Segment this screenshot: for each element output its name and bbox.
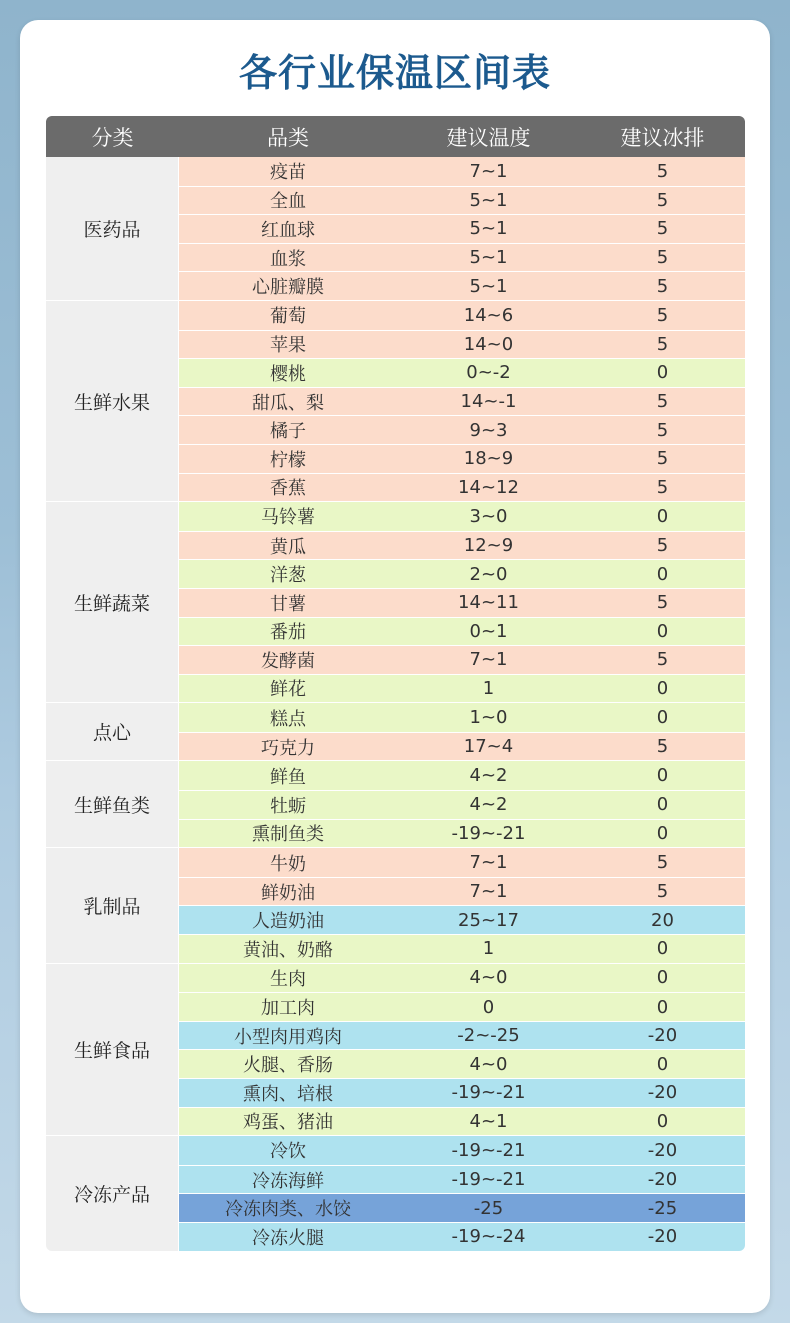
table-row (179, 761, 745, 790)
temperature-cell: 0~1 (469, 620, 508, 642)
ice-pack-cell: 0 (656, 677, 669, 699)
item-cell: 熏制鱼类 (252, 824, 324, 846)
table-row (179, 301, 745, 330)
temperature-cell: 14~6 (463, 304, 514, 326)
table-row (179, 271, 745, 300)
category-group (46, 964, 745, 1137)
item-cell: 洋葱 (270, 565, 306, 587)
item-cell: 小型肉用鸡肉 (234, 1026, 342, 1048)
ice-pack-cell: 0 (656, 620, 669, 642)
temperature-cell: -2~-25 (457, 1025, 520, 1047)
ice-pack-cell: -25 (647, 1197, 678, 1219)
item-cell: 冷饮 (270, 1141, 306, 1163)
ice-pack-cell: 5 (656, 419, 669, 441)
item-cell: 鸡蛋、猪油 (243, 1112, 333, 1134)
table-row (179, 588, 745, 617)
temperature-cell: -19~-21 (451, 1139, 526, 1161)
category-cell: 生鲜蔬菜 (46, 502, 179, 702)
item-cell: 熏肉、培根 (243, 1083, 333, 1105)
item-cell: 鲜花 (270, 679, 306, 701)
item-cell: 红血球 (261, 219, 315, 241)
table-row (179, 964, 745, 993)
table-row (179, 1049, 745, 1078)
ice-pack-cell: 5 (656, 275, 669, 297)
ice-pack-cell: -20 (647, 1082, 678, 1104)
category-cell: 生鲜鱼类 (46, 761, 179, 847)
category-group (46, 1136, 745, 1250)
ice-pack-cell: 5 (656, 476, 669, 498)
item-cell: 香蕉 (270, 478, 306, 500)
table-row (179, 732, 745, 761)
table-row (179, 1222, 745, 1251)
temperature-cell: -19~-21 (451, 822, 526, 844)
item-cell: 冷冻火腿 (252, 1227, 324, 1249)
item-cell: 苹果 (270, 335, 306, 357)
table-row (179, 531, 745, 560)
temperature-cell: 5~1 (469, 275, 508, 297)
item-cell: 糕点 (270, 708, 306, 730)
temperature-cell: 14~0 (463, 333, 514, 355)
table-row (179, 387, 745, 416)
ice-pack-cell: 0 (656, 1053, 669, 1075)
ice-pack-cell: -20 (647, 1169, 678, 1191)
item-cell: 全血 (270, 191, 306, 213)
temperature-cell: 5~1 (469, 218, 508, 240)
table-row (179, 1078, 745, 1107)
ice-pack-cell: 5 (656, 218, 669, 240)
header-ice-pack: 建议冰排 (620, 125, 705, 150)
ice-pack-cell: 5 (656, 535, 669, 557)
temperature-cell: 1~0 (469, 707, 508, 729)
temperature-cell: 9~3 (469, 419, 508, 441)
item-cell: 发酵菌 (261, 650, 315, 672)
category-rows (179, 157, 745, 300)
category-group (46, 761, 745, 848)
table-row (179, 645, 745, 674)
ice-pack-cell: 5 (656, 160, 669, 182)
item-cell: 黄油、奶酪 (243, 939, 333, 961)
category-group (46, 301, 745, 502)
table-body (46, 157, 745, 1251)
category-rows (179, 964, 745, 1136)
item-cell: 葡萄 (270, 306, 306, 328)
item-cell: 牛奶 (270, 853, 306, 875)
ice-pack-cell: -20 (647, 1025, 678, 1047)
category-cell: 点心 (46, 703, 179, 760)
ice-pack-cell: 0 (656, 505, 669, 527)
temperature-cell: 0~-2 (466, 362, 511, 384)
category-rows (179, 1136, 745, 1250)
ice-pack-cell: 5 (656, 333, 669, 355)
ice-pack-cell: 0 (656, 563, 669, 585)
ice-pack-cell: 0 (656, 996, 669, 1018)
table-row (179, 243, 745, 272)
item-cell: 鲜鱼 (270, 766, 306, 788)
header-temperature: 建议温度 (446, 125, 531, 150)
item-cell: 疫苗 (270, 162, 306, 184)
item-cell: 橘子 (270, 421, 306, 443)
item-cell: 甘薯 (270, 593, 306, 615)
ice-pack-cell: 5 (656, 448, 669, 470)
ice-pack-cell: 0 (656, 362, 669, 384)
table-header (46, 116, 745, 157)
table-row (179, 1021, 745, 1050)
item-cell: 甜瓜、梨 (252, 392, 324, 414)
temperature-cell: 2~0 (469, 563, 508, 585)
table-row (179, 674, 745, 703)
temperature-cell: 14~-1 (460, 391, 517, 413)
temperature-cell: 1 (482, 677, 495, 699)
ice-pack-cell: 5 (656, 592, 669, 614)
item-cell: 鲜奶油 (261, 882, 315, 904)
table-row (179, 502, 745, 531)
temperature-cell: -19~-24 (451, 1226, 526, 1248)
category-cell: 冷冻产品 (46, 1136, 179, 1250)
ice-pack-cell: 0 (656, 822, 669, 844)
table-row (179, 157, 745, 186)
category-group (46, 502, 745, 703)
category-group (46, 848, 745, 963)
table-row (179, 214, 745, 243)
category-rows (179, 848, 745, 962)
category-cell: 医药品 (46, 157, 179, 300)
temperature-cell: 17~4 (463, 736, 514, 758)
item-cell: 牡蛎 (270, 795, 306, 817)
ice-pack-cell: 0 (656, 794, 669, 816)
temperature-cell: 14~11 (458, 592, 519, 614)
item-cell: 冷冻海鲜 (252, 1170, 324, 1192)
temperature-cell: 7~1 (469, 649, 508, 671)
temperature-cell: 4~0 (469, 1053, 508, 1075)
ice-pack-cell: -20 (647, 1139, 678, 1161)
item-cell: 马铃薯 (261, 507, 315, 529)
table-row (179, 934, 745, 963)
table-row (179, 790, 745, 819)
temperature-cell: 1 (482, 938, 495, 960)
table-row (179, 848, 745, 877)
item-cell: 番茄 (270, 622, 306, 644)
table-row (179, 559, 745, 588)
ice-pack-cell: 5 (656, 247, 669, 269)
category-cell: 乳制品 (46, 848, 179, 962)
temperature-cell: 4~1 (469, 1110, 508, 1132)
item-cell: 心脏瓣膜 (252, 277, 324, 299)
table-row (179, 415, 745, 444)
temperature-cell: 4~0 (469, 967, 508, 989)
table-row (179, 444, 745, 473)
table-row (179, 358, 745, 387)
category-rows (179, 301, 745, 501)
ice-pack-cell: 5 (656, 304, 669, 326)
ice-pack-cell: 5 (656, 649, 669, 671)
temperature-cell: 14~12 (458, 476, 519, 498)
table-row (179, 1136, 745, 1165)
ice-pack-cell: 0 (656, 1110, 669, 1132)
category-rows (179, 761, 745, 847)
ice-pack-cell: 0 (656, 938, 669, 960)
category-rows (179, 502, 745, 702)
table-row (179, 703, 745, 732)
table-row (179, 330, 745, 359)
temperature-cell: 18~9 (463, 448, 514, 470)
table-row (179, 617, 745, 646)
temperature-cell: 5~1 (469, 189, 508, 211)
page-title: 各行业保温区间表 (238, 51, 551, 95)
temperature-cell: 0 (482, 996, 495, 1018)
item-cell: 柠檬 (270, 449, 306, 471)
table-row (179, 877, 745, 906)
ice-pack-cell: 5 (656, 391, 669, 413)
item-cell: 火腿、香肠 (243, 1055, 333, 1077)
temperature-cell: 4~2 (469, 794, 508, 816)
category-rows (179, 703, 745, 760)
temperature-cell: 4~2 (469, 765, 508, 787)
item-cell: 冷冻肉类、水饺 (225, 1199, 351, 1221)
header-item: 品类 (267, 125, 309, 150)
item-cell: 樱桃 (270, 363, 306, 385)
ice-pack-cell: 0 (656, 967, 669, 989)
temperature-cell: 5~1 (469, 247, 508, 269)
table-row (179, 473, 745, 502)
ice-pack-cell: 0 (656, 707, 669, 729)
ice-pack-cell: -20 (647, 1226, 678, 1248)
content-card (20, 20, 770, 1313)
table-row (179, 819, 745, 848)
temperature-cell: 7~1 (469, 881, 508, 903)
table-row (179, 905, 745, 934)
ice-pack-cell: 20 (651, 909, 674, 931)
table-row (179, 992, 745, 1021)
item-cell: 黄瓜 (270, 536, 306, 558)
table-row (179, 1165, 745, 1194)
item-cell: 加工肉 (261, 998, 315, 1020)
ice-pack-cell: 5 (656, 736, 669, 758)
temperature-cell: -19~-21 (451, 1082, 526, 1104)
category-group (46, 703, 745, 761)
table-row (179, 186, 745, 215)
table-row (179, 1193, 745, 1222)
ice-pack-cell: 5 (656, 852, 669, 874)
item-cell: 人造奶油 (252, 911, 324, 933)
item-cell: 生肉 (270, 968, 306, 990)
item-cell: 血浆 (270, 248, 306, 270)
table-row (179, 1107, 745, 1136)
temperature-cell: 3~0 (469, 505, 508, 527)
category-group (46, 157, 745, 301)
item-cell: 巧克力 (261, 737, 315, 759)
temperature-cell: -19~-21 (451, 1169, 526, 1191)
category-cell: 生鲜水果 (46, 301, 179, 501)
ice-pack-cell: 5 (656, 189, 669, 211)
temperature-cell: 25~17 (458, 909, 519, 931)
storage-temperature-table (46, 116, 745, 1251)
temperature-cell: -25 (473, 1197, 504, 1219)
ice-pack-cell: 5 (656, 881, 669, 903)
header-category: 分类 (91, 125, 134, 150)
temperature-cell: 7~1 (469, 852, 508, 874)
temperature-cell: 7~1 (469, 160, 508, 182)
category-cell: 生鲜食品 (46, 964, 179, 1136)
ice-pack-cell: 0 (656, 765, 669, 787)
temperature-cell: 12~9 (463, 535, 514, 557)
